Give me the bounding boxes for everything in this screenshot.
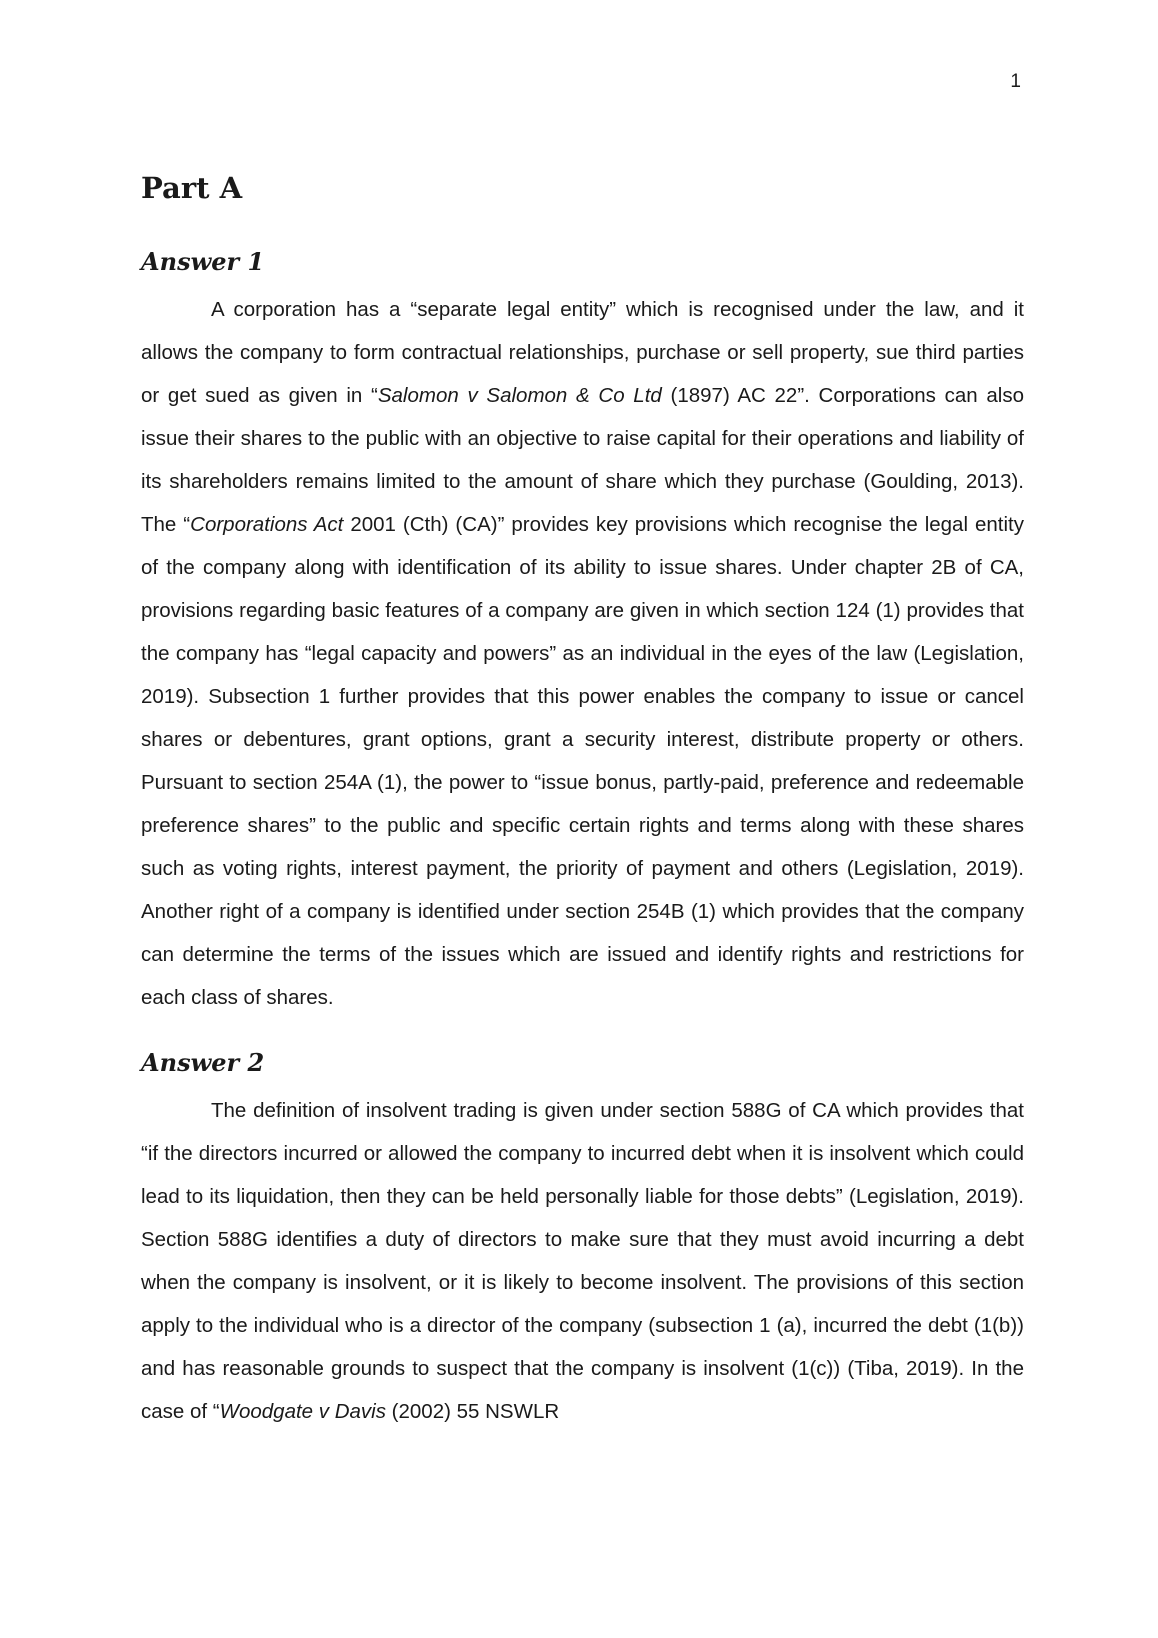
answer-1-paragraph — [141, 288, 1024, 1019]
text-run: 2001 (Cth) (CA)” provides key provisions which recognise the legal entity of the company along with identification of its ability to issue shares. Under chapter 2B of CA, provisions regarding basic features of a company are given in which section 124 (1) provides that the company has “legal capacity and powers” as an individual in the eyes of the law (Legislation, 2019). Subsection 1 further provides that this power enables the company to issue or cancel shares or debentures, grant options, grant a security interest, distribute property or others. Pursuant to section 254A (1), the power to “issue bonus, partly-paid, preference and redeemable preference shares” to the public and specific certain rights and terms along with these shares such as voting rights, interest payment, the priority of payment and others (Legislation, 2019). Another right of a company is identified under section 254B (1) which provides that the company can determine the terms of the issues which are issued and identify rights and restrictions for each class of shares. — [141, 513, 1024, 1009]
answer-2-paragraph — [141, 1089, 1024, 1433]
answer-2-heading: Answer 2 — [141, 1048, 265, 1077]
text-run: The definition of insolvent trading is given under section 588G of CA which provides that “if the directors incurred or allowed the company to incurred debt when it is insolvent which could lead to its liquidation, then they can be held personally liable for those debts” (Legislation, 2019). Section 588G identifies a duty of directors to make sure that they must avoid incurring a debt when the company is insolvent, or it is likely to become insolvent. The provisions of this section apply to the individual who is a director of the company (subsection 1 (a), incurred the debt (1(b)) and has reasonable grounds to suspect that the company is insolvent (1(c)) (Tiba, 2019). In the case of “ — [141, 1099, 1024, 1423]
case-citation-salomon: Salomon v Salomon & Co Ltd — [377, 384, 662, 407]
answer-1-heading: Answer 1 — [141, 247, 265, 276]
text-run: (2002) 55 NSWLR — [385, 1400, 560, 1423]
statute-title-corporations-act: Corporations Act — [190, 513, 344, 536]
text-run: A corporation has a “separate legal entity” which is recognised under the law, and it allows the company to form contractual relationships, purchase or sell property, sue third parties or get sued as given in “ — [141, 298, 1024, 407]
case-citation-woodgate: Woodgate v Davis — [219, 1400, 386, 1423]
page-number: 1 — [1010, 71, 1021, 92]
part-heading: Part A — [141, 171, 243, 205]
document-body — [141, 160, 1024, 1433]
text-run: (1897) AC 22”. Corporations can also issue their shares to the public with an objective to raise capital for their operations and liability of its shareholders remains limited to the amount of share which they purchase (Goulding, 2013). The “ — [141, 384, 1024, 536]
